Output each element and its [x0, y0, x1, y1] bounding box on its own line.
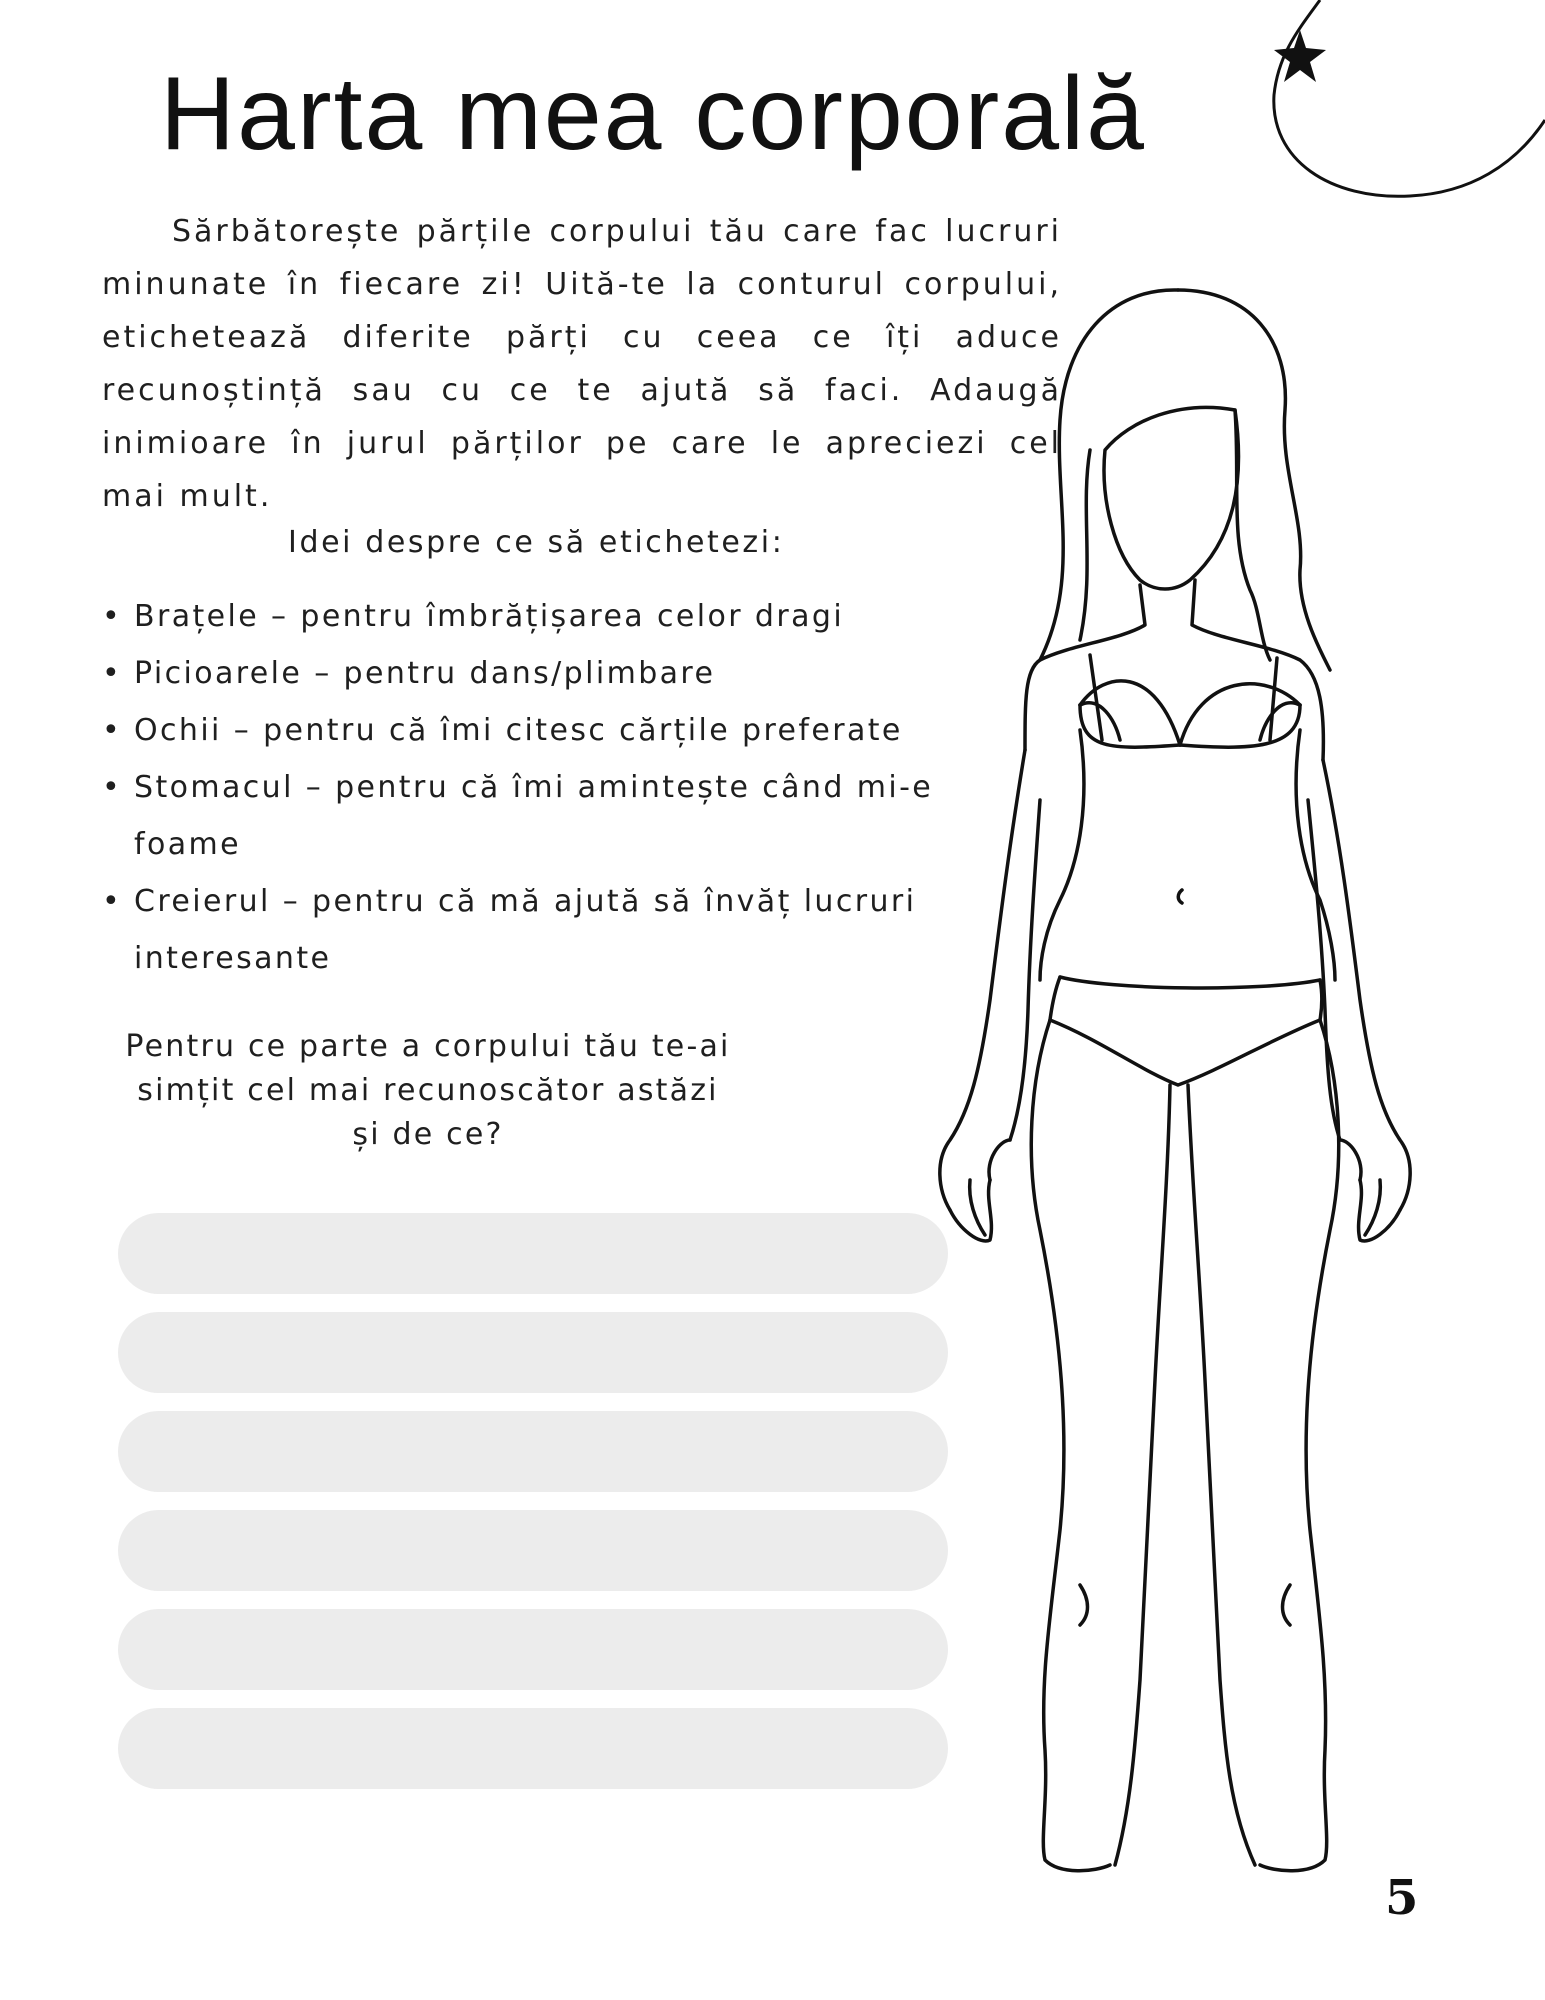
page-number: 5 [1385, 1870, 1419, 1926]
writing-line-1[interactable] [118, 1213, 948, 1294]
bullet-icon: • [102, 656, 123, 691]
writing-line-6[interactable] [118, 1708, 948, 1789]
bullet-icon: • [102, 770, 123, 805]
list-item: • Brațele – pentru îmbrățișarea celor dragi [100, 588, 960, 645]
bullet-icon: • [102, 884, 123, 919]
bullet-icon: • [102, 599, 123, 634]
writing-line-4[interactable] [118, 1510, 948, 1591]
body-outline-icon [930, 280, 1450, 1890]
list-item: • Stomacul – pentru că îmi amintește când mi-e foame [100, 759, 960, 873]
writing-line-5[interactable] [118, 1609, 948, 1690]
list-item: • Ochii – pentru că îmi citesc cărțile preferate [100, 702, 960, 759]
list-item: • Creierul – pentru că mă ajută să învăț lucruri interesante [100, 873, 960, 987]
writing-line-3[interactable] [118, 1411, 948, 1492]
bullet-icon: • [102, 713, 123, 748]
ideas-heading: Idei despre ce să etichetezi: [288, 525, 785, 560]
intro-paragraph: Sărbătorește părțile corpului tău care fac lucruri minunate în fiecare zi! Uită-te la conturul corpului, etichetează diferite părți cu ceea ce îți aduce recunoștință sau cu ce te ajută să faci. Adaugă inimioare în jurul părților pe care le apreciezi cel mai mult. [102, 214, 1062, 514]
reflection-question: Pentru ce parte a corpului tău te-ai simțit cel mai recunoscător astăzi și de ce? [125, 1029, 731, 1152]
writing-lines [118, 1213, 948, 1807]
star-orbit-icon [1260, 0, 1545, 210]
list-item: • Picioarele – pentru dans/plimbare [100, 645, 960, 702]
page-title: Harta mea corporală [160, 56, 1146, 172]
ideas-list [100, 588, 960, 987]
writing-line-2[interactable] [118, 1312, 948, 1393]
